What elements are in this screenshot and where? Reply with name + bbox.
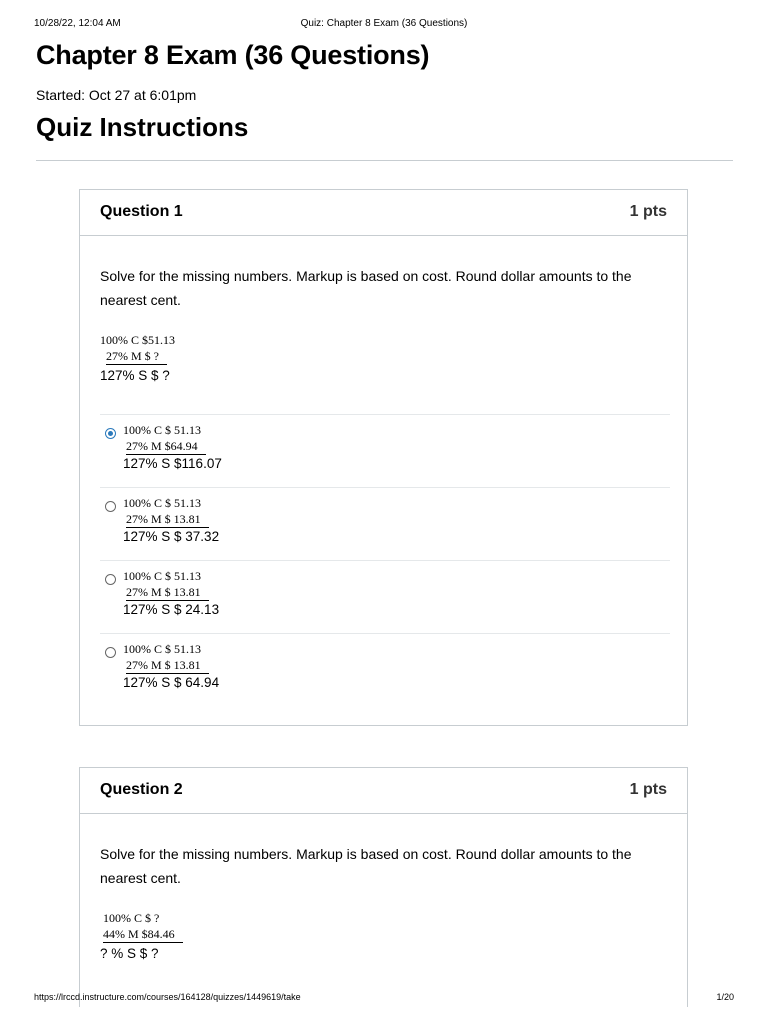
question-header	[80, 190, 687, 236]
answer-line-markup: 27% M $ 13.81	[126, 584, 209, 601]
question-points: 1 pts	[629, 203, 667, 220]
table-line-selling: 127% S $ ?	[100, 368, 170, 383]
radio-button[interactable]	[105, 574, 116, 585]
answer-option-3[interactable]	[100, 560, 670, 633]
table-line-markup: 44% M $84.46	[103, 926, 183, 943]
page-title: Chapter 8 Exam (36 Questions)	[36, 40, 430, 70]
answer-line-cost: 100% C $ 51.13	[123, 423, 201, 437]
answer-line-markup: 27% M $64.94	[126, 438, 206, 455]
print-date: 10/28/22, 12:04 AM	[34, 18, 121, 29]
question-header	[80, 768, 687, 814]
markup-table	[100, 332, 175, 385]
answer-line-cost: 100% C $ 51.13	[123, 496, 201, 510]
markup-table	[100, 910, 183, 963]
page-number: 1/20	[716, 992, 734, 1002]
table-line-markup: 27% M $ ?	[106, 348, 167, 365]
answer-line-selling: 127% S $ 64.94	[123, 675, 220, 690]
answer-option-2[interactable]	[100, 487, 670, 560]
print-title: Quiz: Chapter 8 Exam (36 Questions)	[300, 18, 468, 29]
table-line-selling: ? % S $ ?	[100, 946, 159, 961]
radio-button[interactable]	[105, 501, 116, 512]
answer-line-markup: 27% M $ 13.81	[126, 657, 209, 674]
answer-line-selling: 127% S $ 37.32	[123, 529, 220, 544]
quiz-instructions-heading: Quiz Instructions	[36, 112, 249, 142]
question-title: Question 2	[100, 781, 183, 798]
print-header	[34, 18, 734, 32]
radio-button[interactable]	[105, 428, 116, 439]
page-url: https://lrccd.instructure.com/courses/164128/quizzes/1449619/take	[34, 992, 301, 1002]
answer-list	[100, 414, 670, 706]
print-footer	[34, 992, 734, 1006]
answer-line-markup: 27% M $ 13.81	[126, 511, 209, 528]
started-timestamp: Started: Oct 27 at 6:01pm	[36, 87, 197, 103]
divider	[36, 160, 733, 161]
question-text: Solve for the missing numbers. Markup is based on cost. Round dollar amounts to the nearest cent.	[100, 268, 632, 308]
answer-option-1[interactable]	[100, 414, 670, 487]
question-text: Solve for the missing numbers. Markup is based on cost. Round dollar amounts to the nearest cent.	[100, 846, 632, 886]
answer-line-cost: 100% C $ 51.13	[123, 569, 201, 583]
table-line-cost: 100% C $ ?	[103, 911, 160, 925]
answer-line-selling: 127% S $116.07	[123, 456, 222, 471]
answer-option-4[interactable]	[100, 633, 670, 706]
radio-button[interactable]	[105, 647, 116, 658]
answer-line-selling: 127% S $ 24.13	[123, 602, 220, 617]
question-card-2	[79, 767, 688, 1007]
table-line-cost: 100% C $51.13	[100, 333, 175, 347]
question-points: 1 pts	[629, 781, 667, 798]
question-title: Question 1	[100, 203, 183, 220]
question-card-1	[79, 189, 688, 726]
answer-line-cost: 100% C $ 51.13	[123, 642, 201, 656]
